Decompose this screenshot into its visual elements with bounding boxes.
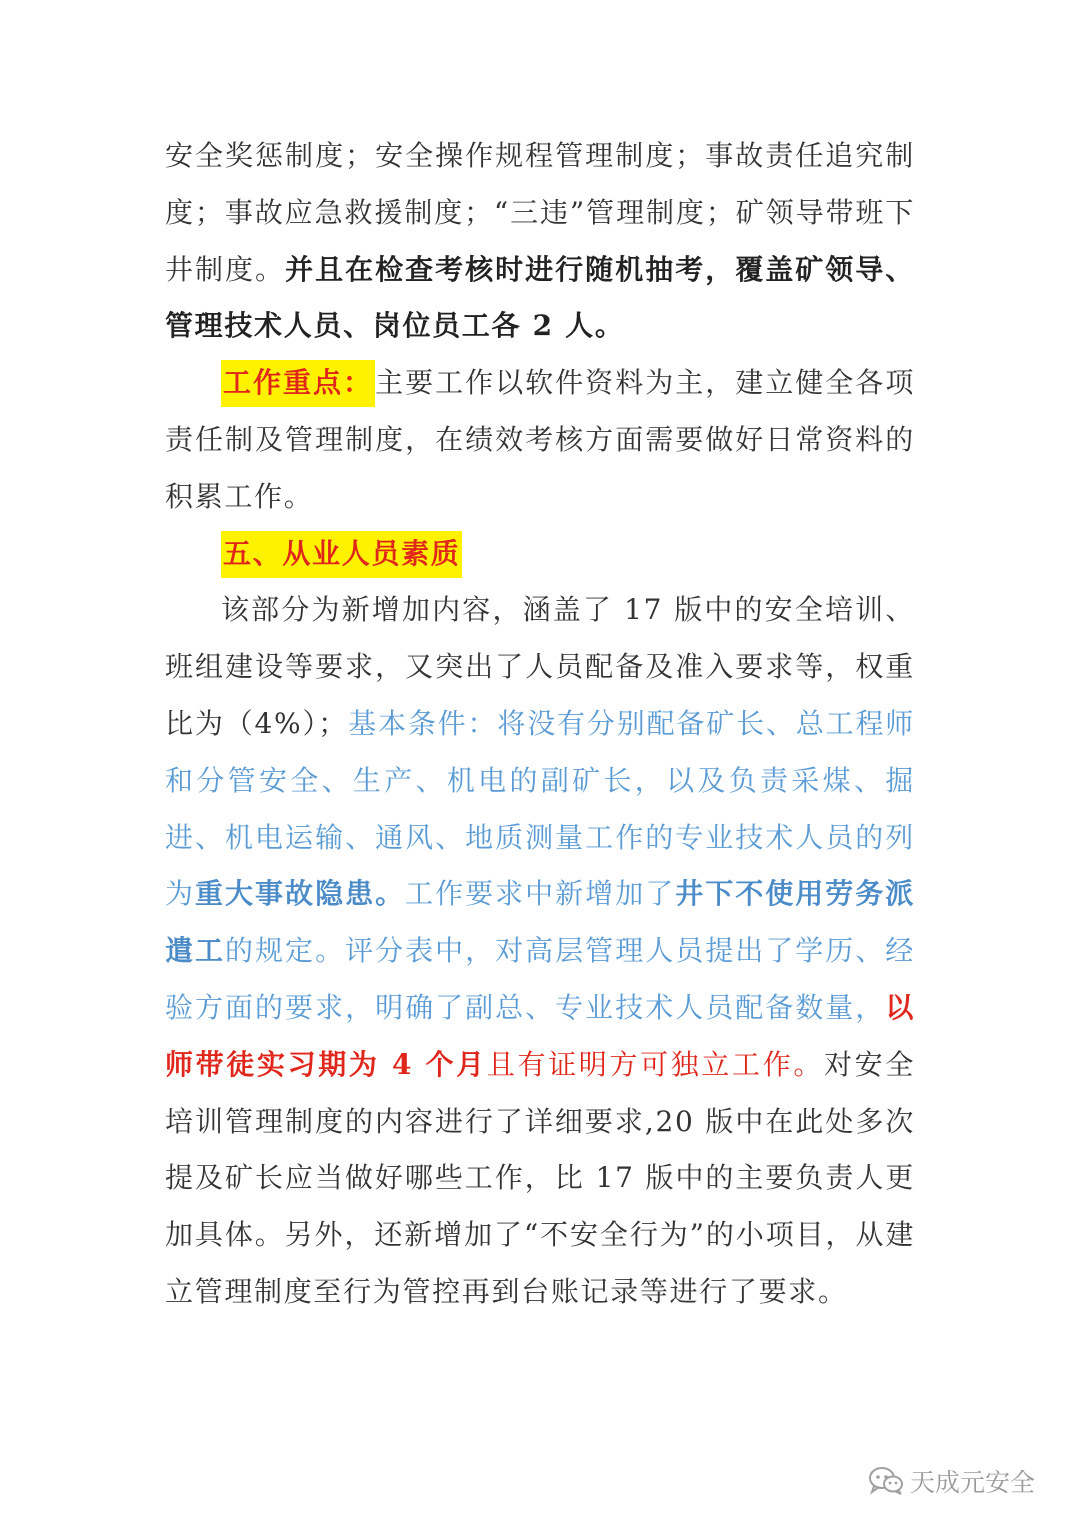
apprentice-period: 以师带徒实习期为 4 个月 — [165, 990, 915, 1081]
basic-conditions: 基本条件：将没有分别配备矿长、总工程师和分管安全、生产、机电的副矿长，以及负责采煤、掘进、机电运输、通风、地质测量工作的专业技术人员的列为 — [165, 706, 915, 911]
spot-check-note: 并且在检查考核时进行随机抽考，覆盖矿领导、管理技术人员、岗位员工各 2 人。 — [165, 252, 915, 343]
work-focus-label: 工作重点： — [221, 360, 375, 407]
section-heading-text: 五、从业人员素质 — [221, 531, 462, 578]
training-requirement: 对安全培训管理制度的内容进行了详细要求,20 版中在此处多次提及矿长应当做好哪些工作，比 17 版中的主要负责人更加具体。另外，还新增加了“不安全行为”的小项目，从建立管理制度至行为管控再到台账记录等进行了要求。 — [165, 1047, 916, 1308]
scoring-table-text: 的规定。评分表中，对高层管理人员提出了学历、经验方面的要求，明确了副总、专业技术人员配备数量， — [165, 934, 915, 1024]
no-dispatch-worker: 井下不使用劳务派遣工 — [165, 877, 915, 968]
wechat-icon — [868, 1466, 904, 1496]
system-list-text: 安全奖惩制度；安全操作规程管理制度；事故责任追究制度；事故应急救援制度；“三违”管理制度；矿领导带班下井制度。 — [165, 139, 915, 286]
certificate-requirement: 且有证明方可独立工作。 — [486, 1047, 825, 1081]
work-focus-text: 主要工作以软件资料为主，建立健全各项责任制及管理制度，在绩效考核方面需要做好日常资料的积累工作。 — [165, 366, 915, 513]
section-heading-5 — [165, 526, 915, 583]
watermark — [868, 1463, 1035, 1499]
paragraph-work-focus — [165, 355, 915, 525]
watermark-text: 天成元安全 — [910, 1468, 1036, 1497]
major-hazard: 重大事故隐患。 — [195, 877, 406, 911]
paragraph-system-list — [165, 128, 915, 355]
paragraph-personnel — [165, 582, 915, 1320]
document-body — [165, 128, 915, 1321]
work-requirement-text: 工作要求中新增加了 — [405, 877, 676, 911]
personnel-intro: 该部分为新增加内容，涵盖了 17 版中的安全培训、班组建设等要求，又突出了人员配备及准入要求等，权重比为（4%）； — [165, 593, 915, 740]
